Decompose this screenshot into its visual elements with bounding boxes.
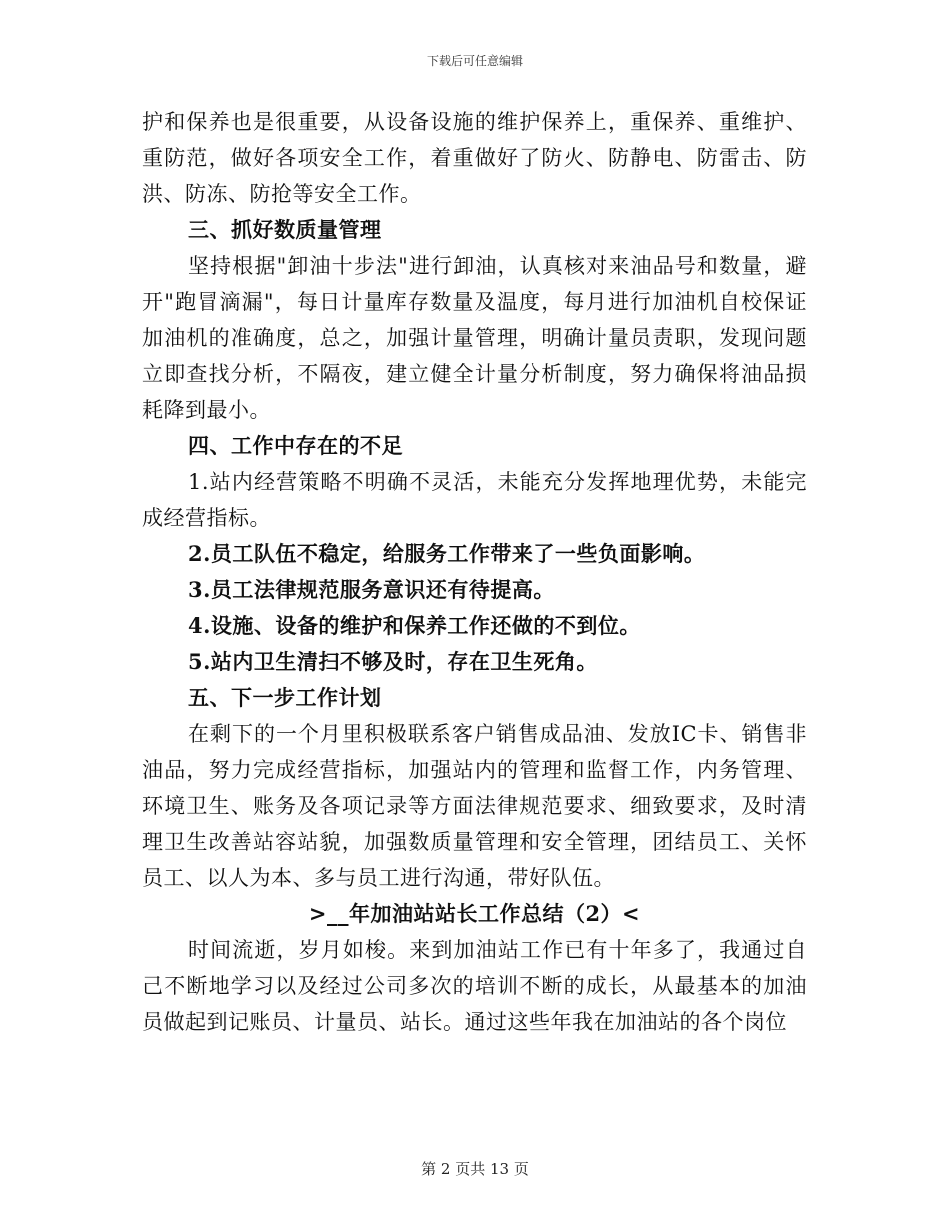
list-item-4: 4.设施、设备的维护和保养工作还做的不到位。 — [188, 613, 641, 638]
list-item-1: 1.站内经营策略不明确不灵活，未能充分发挥地理优势，未能完成经营指标。 — [142, 470, 807, 530]
paragraph-next-plan: 在剩下的一个月里积极联系客户销售成品油、发放IC卡、销售非油品，努力完成经营指标，加强站内的管理和监督工作，内务管理、环境卫生、账务及各项记录等方面法律规范要求、细致要求，及时清理卫生改善站容站貌，加强数质量管理和安全管理，团结员工、关怀员工、以人为本、多与员工进行沟通，带好队伍。 — [142, 722, 807, 890]
document-body — [142, 104, 807, 1040]
section-heading-3: 三、抓好数质量管理 — [188, 217, 382, 242]
paragraph-intro: 时间流逝，岁月如梭。来到加油站工作已有十年多了，我通过自己不断地学习以及经过公司多次的培训不断的成长，从最基本的加油员做起到记账员、计量员、站长。通过这些年我在加油站的各个岗位 — [142, 938, 807, 1034]
section-heading-5: 五、下一步工作计划 — [188, 685, 382, 710]
document-subtitle: >__年加油站站长工作总结（2）< — [308, 901, 641, 926]
paragraph-continuation: 护和保养也是很重要，从设备设施的维护保养上，重保养、重维护、重防范，做好各项安全工作，着重做好了防火、防静电、防雷击、防洪、防冻、防抢等安全工作。 — [142, 110, 807, 206]
section-heading-4: 四、工作中存在的不足 — [188, 433, 403, 458]
list-item-5: 5.站内卫生清扫不够及时，存在卫生死角。 — [188, 649, 598, 674]
page-header: 下载后可任意编辑 — [426, 54, 523, 68]
list-item-3: 3.员工法律规范服务意识还有待提高。 — [188, 577, 555, 602]
page-footer: 第 2 页共 13 页 — [421, 1160, 529, 1178]
paragraph-quantity-management: 坚持根据"卸油十步法"进行卸油，认真核对来油品号和数量，避开"跑冒滴漏"，每日计量库存数量及温度，每月进行加油机自校保证加油机的准确度，总之，加强计量管理，明确计量员责职，发现问题立即查找分析，不隔夜，建立健全计量分析制度，努力确保将油品损耗降到最小。 — [142, 254, 807, 422]
list-item-2: 2.员工队伍不稳定，给服务工作带来了一些负面影响。 — [188, 541, 706, 566]
